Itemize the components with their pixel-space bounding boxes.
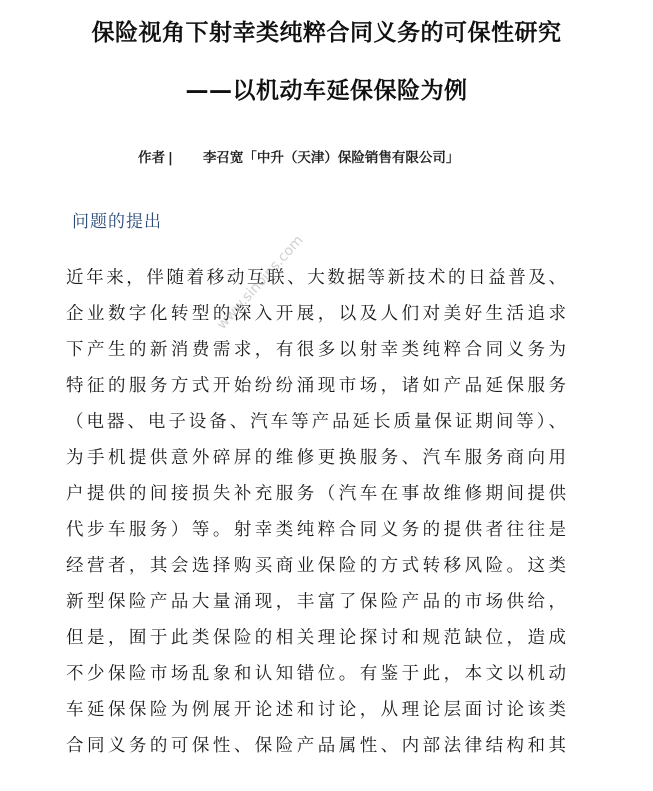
paragraph-line: 不少保险市场乱象和认知错位。有鉴于此，本文以机动 (66, 664, 566, 684)
paragraph-line: 代步车服务）等。射幸类纯粹合同义务的提供者往往是 (66, 520, 566, 540)
watermark: www.sinoins.com (214, 232, 307, 333)
paragraph-line: 特征的服务方式开始纷纷涌现市场，诸如产品延保服务 (66, 376, 566, 396)
paragraph-line: 合同义务的可保性、保险产品属性、内部法律结构和其 (66, 736, 566, 756)
byline (138, 146, 459, 166)
paragraph-line: （电器、电子设备、汽车等产品延长质量保证期间等）、 (66, 412, 566, 432)
body-paragraph (66, 260, 606, 764)
paragraph-line: 新型保险产品大量涌现，丰富了保险产品的市场供给， (66, 592, 566, 612)
section-heading: 问题的提出 (72, 212, 162, 232)
paragraph-line: 户提供的间接损失补充服务（汽车在事故维修期间提供 (66, 484, 566, 504)
page-subtitle: ——以机动车延保保险为例 (185, 78, 468, 104)
paragraph-line: 企业数字化转型的深入开展，以及人们对美好生活追求 (66, 304, 566, 324)
paragraph-line: 经营者，其会选择购买商业保险的方式转移风险。这类 (66, 556, 566, 576)
paragraph-line: 为手机提供意外碎屏的维修更换服务、汽车服务商向用 (66, 448, 566, 468)
paragraph-line: 但是，囿于此类保险的相关理论探讨和规范缺位，造成 (66, 628, 566, 648)
paragraph-line: 近年来，伴随着移动互联、大数据等新技术的日益普及、 (66, 268, 566, 288)
author-info: 李召宽「中升（天津）保险销售有限公司」 (202, 150, 460, 166)
author-label: 作者 (138, 150, 165, 166)
byline-separator: | (168, 150, 173, 166)
paragraph-line: 车延保保险为例展开论述和讨论，从理论层面讨论该类 (66, 700, 566, 720)
paragraph-line: 下产生的新消费需求，有很多以射幸类纯粹合同义务为 (66, 340, 566, 360)
page-title: 保险视角下射幸类纯粹合同义务的可保性研究 (91, 20, 562, 46)
